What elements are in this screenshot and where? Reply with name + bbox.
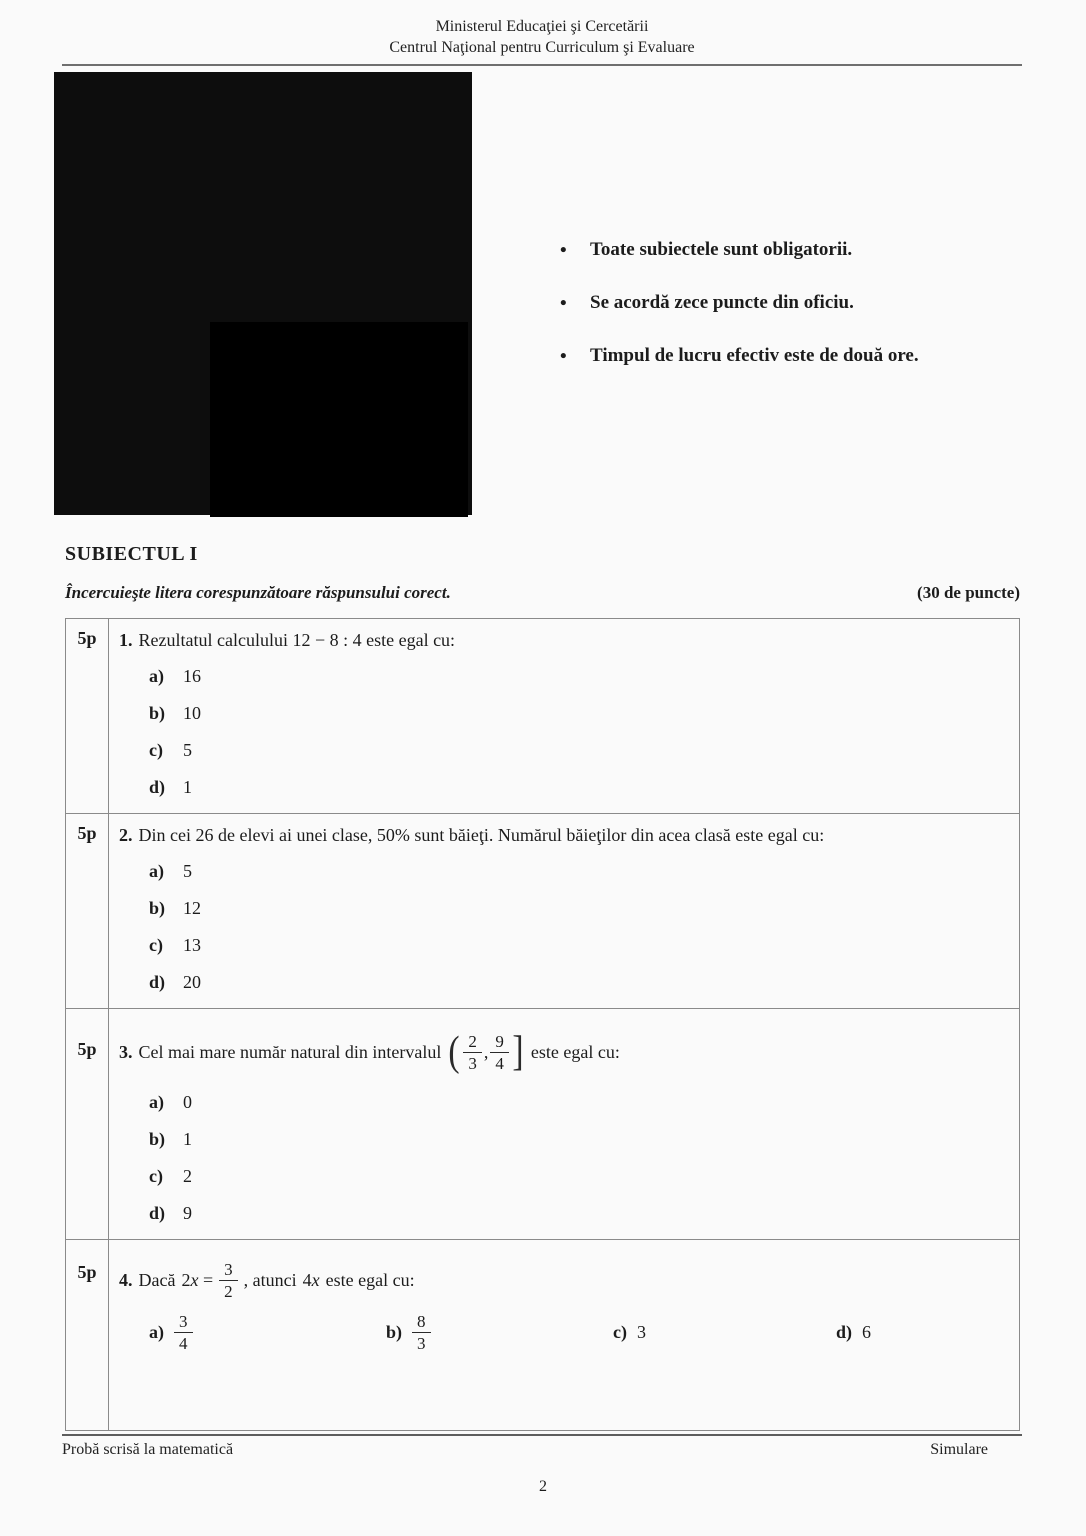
option-a: a) $\frac{3}{4}$	[149, 1312, 386, 1353]
question-row-1	[66, 619, 1020, 814]
question-row-3	[66, 1009, 1020, 1240]
interval-expression	[447, 1029, 525, 1075]
option-a: a) 5	[149, 861, 192, 881]
rule-item: • Toate subiectele sunt obligatorii.	[560, 239, 853, 261]
option-b: b) 10	[149, 703, 201, 723]
equation-rhs: 4x	[302, 1270, 320, 1290]
equation-lhs: 2x =	[181, 1270, 214, 1290]
option-d: d) 20	[149, 972, 201, 992]
question-text: 4. Dacă 2x = $\frac{3}{2}$ , atunci 4x este egal cu:	[119, 1259, 415, 1301]
option-b: b) $\frac{8}{3}$	[386, 1312, 613, 1353]
page-number: 2	[539, 1478, 547, 1495]
options-row	[149, 1312, 871, 1353]
option-c: c) 5	[149, 740, 192, 760]
exam-rules-list	[560, 238, 1030, 397]
option-d: d) 9	[149, 1203, 192, 1223]
points-cell: 5p	[66, 1240, 109, 1431]
options-list	[149, 1091, 1019, 1225]
fraction: $\frac{8}{3}$	[412, 1312, 431, 1353]
footer-exam-type: Simulare	[930, 1441, 988, 1458]
question-cell	[109, 619, 1020, 814]
rule-item: • Timpul de lucru efectiv este de două ore.	[560, 345, 919, 367]
points-cell: 5p	[66, 814, 109, 1009]
bullet-icon: •	[560, 346, 567, 367]
option-b: b) 12	[149, 898, 201, 918]
comma: ,	[483, 1042, 489, 1062]
header-ministry-line: Ministerul Educaţiei şi Cercetării	[435, 18, 649, 35]
questions-table	[65, 618, 1020, 1431]
option-d: d) 1	[149, 777, 192, 797]
open-paren: (	[448, 1029, 461, 1075]
document-header	[62, 16, 1022, 66]
bullet-icon: •	[560, 240, 567, 261]
points-cell: 5p	[66, 619, 109, 814]
options-list	[149, 860, 1019, 994]
rule-item: • Se acordă zece puncte din oficiu.	[560, 292, 854, 314]
document-footer	[62, 1434, 1022, 1459]
options-list	[149, 665, 1019, 799]
option-a: a) 0	[149, 1092, 192, 1112]
option-b: b) 1	[149, 1129, 192, 1149]
question-text: 1. Rezultatul calculului 12 − 8 : 4 este egal cu:	[119, 630, 456, 650]
fraction: $\frac{3}{2}$	[219, 1260, 238, 1301]
question-cell	[109, 1009, 1020, 1240]
option-c: c) 13	[149, 935, 201, 955]
instruction-text: Încercuieşte litera corespunzătoare răspunsului corect.	[65, 583, 451, 602]
question-text: 2. Din cei 26 de elevi ai unei clase, 50% sunt băieţi. Numărul băieţilor din acea clasă este egal cu:	[119, 825, 825, 845]
header-center-line: Centrul Naţional pentru Curriculum şi Evaluare	[389, 39, 695, 56]
footer-subject: Probă scrisă la matematică	[62, 1441, 234, 1458]
redacted-image-block-inner	[210, 322, 468, 517]
option-c: c) 3	[613, 1322, 646, 1342]
bullet-icon: •	[560, 293, 567, 314]
section-points: (30 de puncte)	[917, 583, 1020, 602]
close-bracket: ]	[512, 1029, 524, 1075]
instruction-row	[65, 583, 1020, 603]
question-row-2	[66, 814, 1020, 1009]
fraction: $\frac{9}{4}$	[490, 1032, 509, 1073]
option-d: d) 6	[836, 1322, 872, 1342]
question-cell	[109, 814, 1020, 1009]
fraction: $\frac{3}{4}$	[174, 1312, 193, 1353]
points-cell: 5p	[66, 1009, 109, 1240]
section-title: SUBIECTUL I	[65, 543, 198, 565]
option-a: a) 16	[149, 666, 201, 686]
question-cell	[109, 1240, 1020, 1431]
question-row-4	[66, 1240, 1020, 1431]
fraction: $\frac{2}{3}$	[463, 1032, 482, 1073]
option-c: c) 2	[149, 1166, 192, 1186]
question-text: 3. Cel mai mare număr natural din intervalul ( $\frac{2}{3}$ , $\frac{9}{4}$ ] este egal cu:	[119, 1029, 620, 1075]
